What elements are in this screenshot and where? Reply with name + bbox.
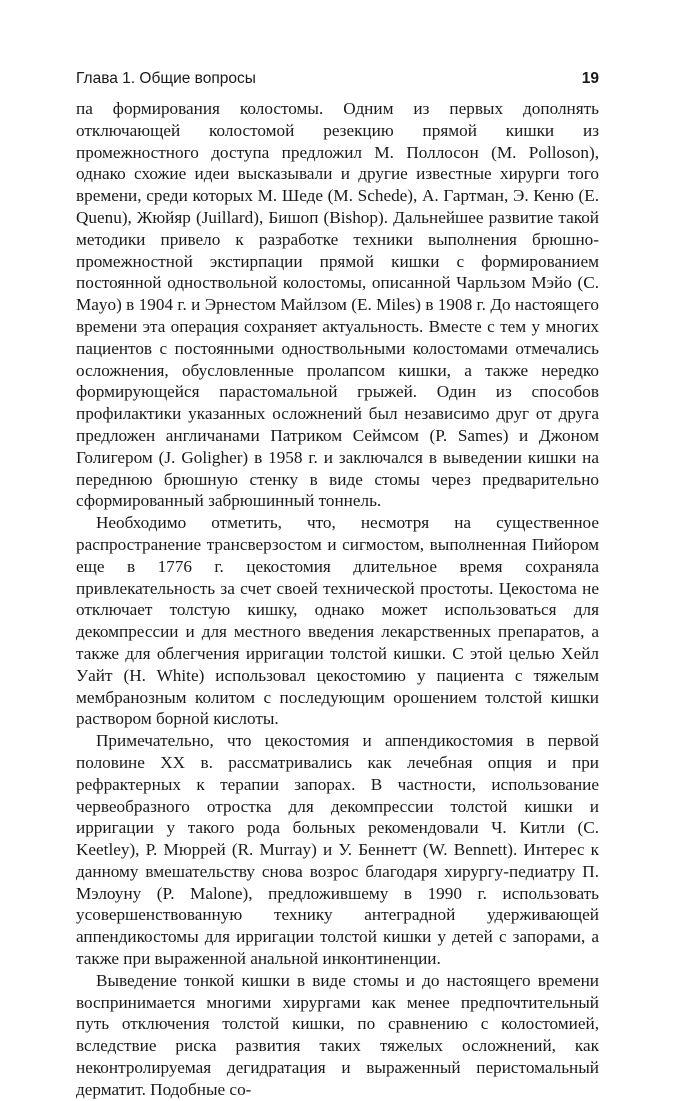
paragraph-appendicostomy: Примечательно, что цекостомия и аппендикостомия в первой половине XX в. рассматривались как лечебная опция и при рефрактерных к терапии запорах. В частности, использование червеобразного отростка для декомпрессии толстой кишки и ирригации у такого рода больных рекомендовали Ч. Китли (C. Keetley), Р. Мюррей (R. Murray) и У. Беннетт (W. Bennett). Интерес к данному вмешательству снова возрос благодаря хирургу-педиатру П. Мэлоуну (P. Malone), предложившему в 1990 г. использовать усовершенствованную технику антеградной удерживающей аппендикостомы для ирригации толстой кишки у детей с запорами, а также при выраженной анальной инконтиненции. xyxy=(76,731,599,969)
running-header xyxy=(76,70,599,94)
paragraph-ileostomy: Выведение тонкой кишки в виде стомы и до настоящего времени воспринимается многими хирургами как менее предпочтительный путь отключения толстой кишки, по сравнению с колостомией, вследствие риска развития таких тяжелых осложнений, как неконтролируемая дегидратация и выраженный перистомальный дерматит. Подобные со- xyxy=(76,970,599,1099)
paragraph-continuation: па формирования колостомы. Одним из первых дополнять отключающей колостомой резекцию прямой кишки из промежностного доступа предложил М. Поллосон (M. Polloson), однако схожие идеи высказывали и другие известные хирурги того времени, среди которых М. Шеде (M. Schede), А. Гартман, Э. Кеню (E. Quenu), Жюйяр (Juillard), Бишоп (Bishop). Дальнейшее развитие такой методики привело к разработке техники выполнения брюшно-промежностной экстирпации прямой кишки с формированием постоянной одноствольной колостомы, описанной Чарльзом Мэйо (C. Mayo) в 1904 г. и Эрнестом Майлзом (E. Miles) в 1908 г. До настоящего времени эта операция сохраняет актуальность. Вместе с тем у многих пациентов с постоянными одноствольными колостомами отмечались осложнения, обусловленные пролапсом кишки, а также нередко формирующейся парастомальной грыжей. Один из способов профилактики указанных осложнений был независимо друг от друга предложен англичанами Патриком Сеймсом (P. Sames) и Джоном Голигером (J. Goligher) в 1958 г. и заключался в выведении кишки на переднюю брюшную стенку в виде стомы через предварительно сформированный забрюшинный тоннель. xyxy=(76,99,599,511)
page-number: 19 xyxy=(581,70,599,87)
chapter-title: Глава 1. Общие вопросы xyxy=(76,70,256,87)
body-text xyxy=(76,98,599,1101)
paragraph-cecostomy: Необходимо отметить, что, несмотря на существенное распространение трансверзостом и сигмостом, выполненная Пийором еще в 1776 г. цекостомия длительное время сохраняла привлекательность за счет своей технической простоты. Цекостома не отключает толстую кишку, однако может использоваться для декомпрессии и для местного введения лекарственных препаратов, а также для облегчения ирригации толстой кишки. С этой целью Хейл Уайт (H. White) использовал цекостомию у пациента с тяжелым мембранозным колитом с последующим орошением толстой кишки раствором борной кислоты. xyxy=(76,513,599,729)
